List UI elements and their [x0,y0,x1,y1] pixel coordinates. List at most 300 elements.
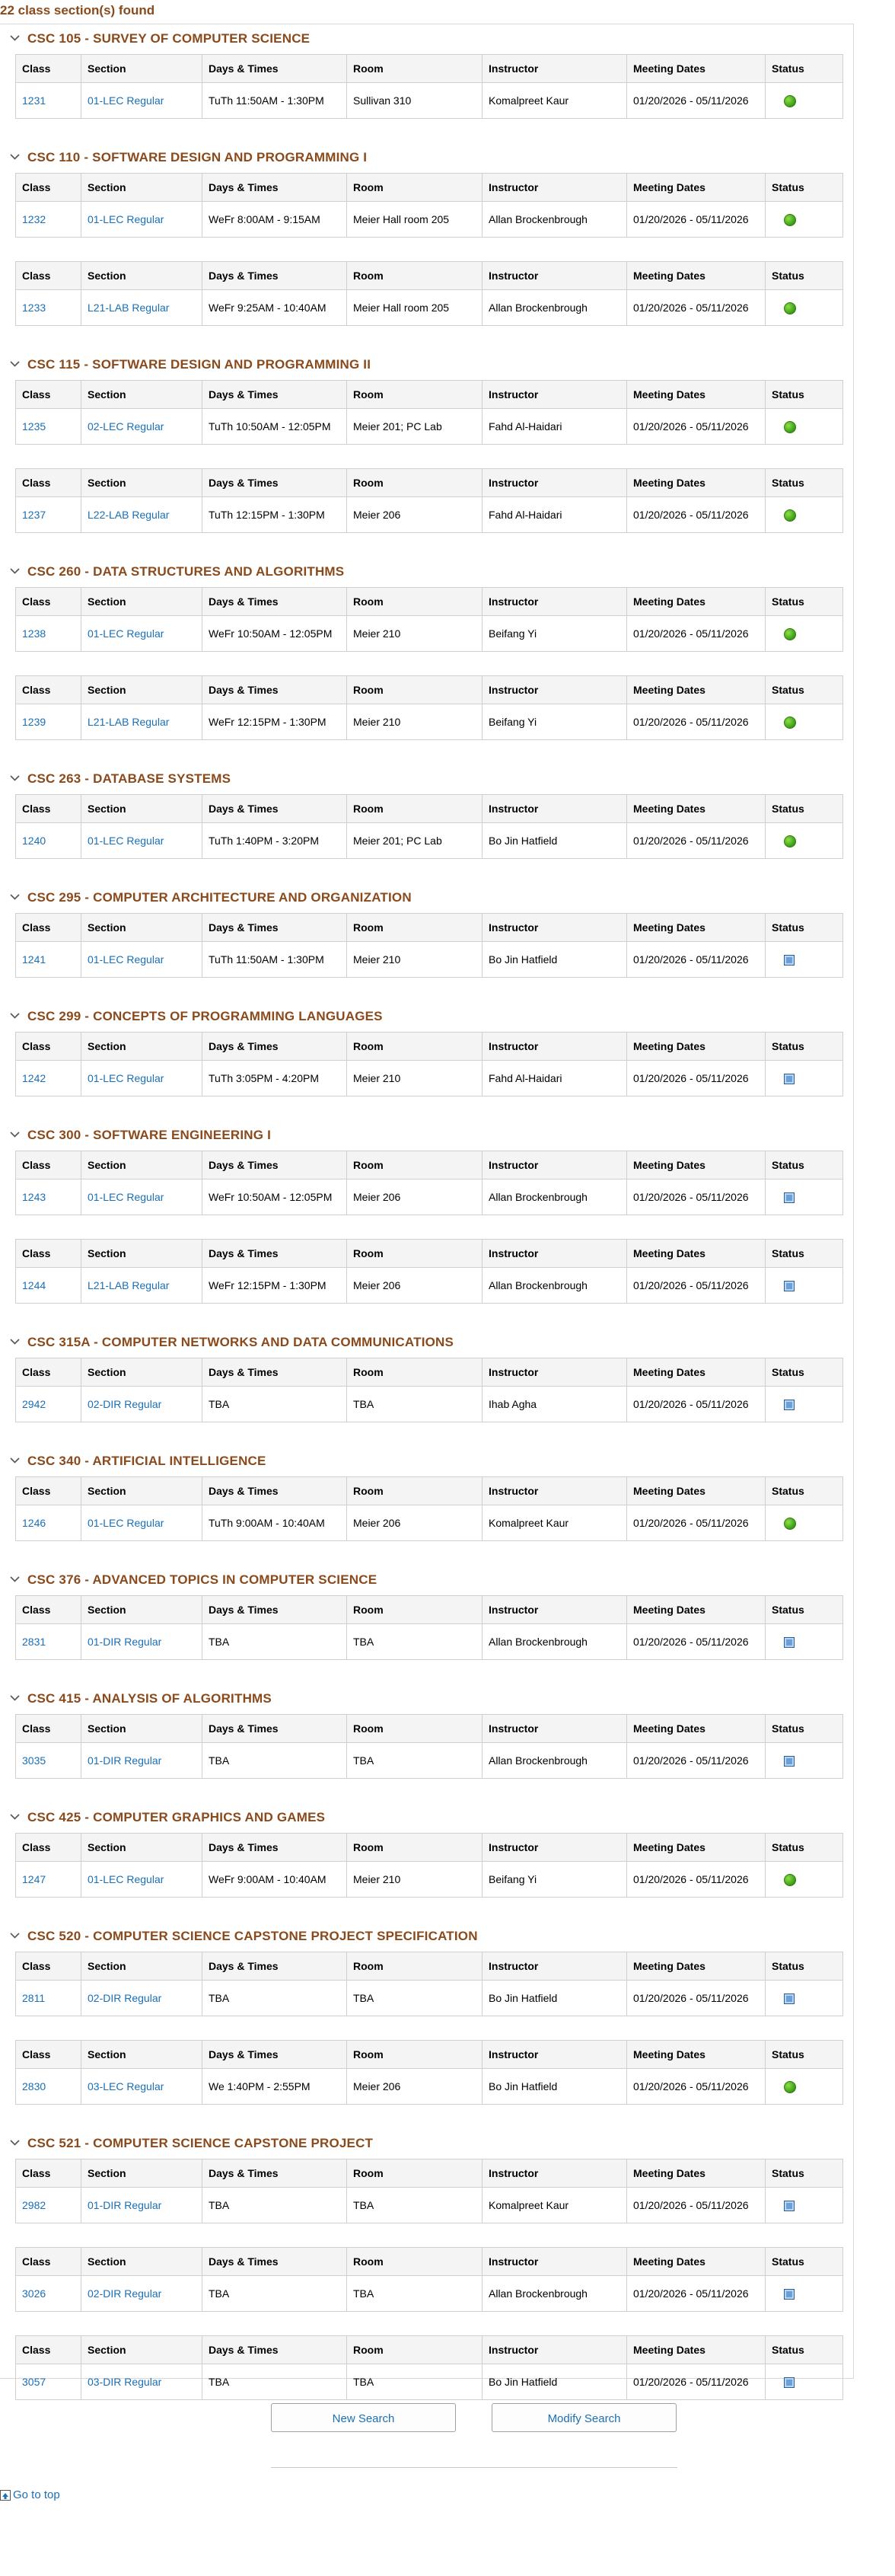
column-header: Status [766,1151,843,1179]
section-link[interactable]: L21-LAB Regular [88,1279,170,1291]
section-link[interactable]: L22-LAB Regular [88,509,170,521]
column-header: Section [81,2041,202,2069]
room-cell: Meier Hall room 205 [347,290,483,326]
column-header: Room [347,1033,483,1061]
column-header: Class [16,2248,81,2276]
column-header: Section [81,795,202,823]
column-header: Section [81,262,202,290]
instructor-cell: Bo Jin Hatfield [483,823,627,859]
column-header: Section [81,1240,202,1268]
course-header[interactable] [0,350,854,380]
status-cell [766,409,843,445]
class-number-cell [16,2188,81,2223]
instructor-cell: Bo Jin Hatfield [483,2364,627,2400]
status-cell [766,2276,843,2312]
instructor-cell: Allan Brockenbrough [483,1624,627,1660]
section-table [15,587,843,652]
meeting-dates-cell: 01/20/2026 - 05/11/2026 [627,1268,766,1304]
column-header: Status [766,2041,843,2069]
column-header: Class [16,1358,81,1387]
table-row [16,2188,843,2223]
column-header: Meeting Dates [627,262,766,290]
instructor-cell: Allan Brockenbrough [483,1179,627,1215]
status-waitlist-icon [784,1756,795,1767]
class-number-link[interactable]: 2942 [22,1398,46,1410]
instructor-cell: Fahd Al-Haidari [483,409,627,445]
room-cell: TBA [347,2188,483,2223]
class-number-link[interactable]: 1232 [22,213,46,225]
section-link[interactable]: 01-LEC Regular [88,213,164,225]
section-table [15,468,843,533]
table-row [16,497,843,533]
column-header: Room [347,2159,483,2188]
class-number-link[interactable]: 2982 [22,2199,46,2211]
course-header[interactable] [0,764,854,794]
class-number-link[interactable]: 1242 [22,1072,46,1084]
column-header: Status [766,795,843,823]
section-table [15,913,843,978]
section-table [15,1833,843,1898]
section-block [0,1714,854,1779]
status-open-icon [784,717,796,729]
section-link[interactable]: L21-LAB Regular [88,716,170,728]
class-number-cell [16,290,81,326]
column-header: Instructor [483,2248,627,2276]
chevron-down-icon[interactable] [9,891,21,902]
section-link[interactable]: 01-DIR Regular [88,1636,162,1648]
chevron-down-icon[interactable] [9,358,21,369]
chevron-down-icon[interactable] [9,2137,21,2148]
class-number-link[interactable]: 1237 [22,509,46,521]
column-header: Room [347,914,483,942]
course-header[interactable] [0,1921,854,1952]
column-header: Section [81,1715,202,1743]
column-header: Room [347,1952,483,1981]
column-header: Section [81,1596,202,1624]
table-header-row [16,2159,843,2188]
section-table [15,794,843,859]
class-number-link[interactable]: 1247 [22,1873,46,1885]
column-header: Section [81,914,202,942]
table-row [16,2276,843,2312]
section-table [15,380,843,445]
course-title: CSC 263 - DATABASE SYSTEMS [27,771,231,786]
table-row [16,202,843,238]
meeting-dates-cell: 01/20/2026 - 05/11/2026 [627,202,766,238]
course-header[interactable] [0,1446,854,1476]
column-header: Meeting Dates [627,469,766,497]
chevron-down-icon[interactable] [9,1010,21,1021]
days-times-cell: TuTh 12:15PM - 1:30PM [202,497,347,533]
meeting-dates-cell: 01/20/2026 - 05/11/2026 [627,1505,766,1541]
status-cell [766,2188,843,2223]
status-waitlist-icon [784,1074,795,1084]
column-header: Section [81,55,202,83]
class-number-link[interactable]: 3035 [22,1754,46,1767]
class-number-link[interactable]: 1246 [22,1517,46,1529]
status-open-icon [784,421,796,433]
column-header: Days & Times [202,381,347,409]
column-header: Meeting Dates [627,676,766,704]
section-table [15,2247,843,2312]
table-row [16,1981,843,2016]
instructor-cell: Komalpreet Kaur [483,2188,627,2223]
days-times-cell: TuTh 11:50AM - 1:30PM [202,942,347,978]
section-link[interactable]: 01-DIR Regular [88,2199,162,2211]
column-header: Status [766,174,843,202]
instructor-cell: Fahd Al-Haidari [483,1061,627,1096]
section-table [15,1239,843,1304]
section-block [0,261,854,326]
status-open-icon [784,835,796,847]
status-cell [766,616,843,652]
column-header: Meeting Dates [627,588,766,616]
course-title: CSC 521 - COMPUTER SCIENCE CAPSTONE PROJECT [27,2136,374,2150]
modify-search-button[interactable]: Modify Search [492,2403,677,2432]
chevron-down-icon[interactable] [9,1930,21,1941]
course-header[interactable] [0,1802,854,1833]
days-times-cell: WeFr 10:50AM - 12:05PM [202,616,347,652]
column-header: Room [347,676,483,704]
table-header-row [16,1033,843,1061]
section-table [15,1595,843,1660]
class-number-cell [16,1061,81,1096]
class-number-cell [16,823,81,859]
column-header: Instructor [483,1596,627,1624]
days-times-cell: TuTh 9:00AM - 10:40AM [202,1505,347,1541]
column-header: Class [16,1834,81,1862]
room-cell: Sullivan 310 [347,83,483,119]
status-waitlist-icon [784,1192,795,1203]
meeting-dates-cell: 01/20/2026 - 05/11/2026 [627,1179,766,1215]
section-link[interactable]: 01-LEC Regular [88,1072,164,1084]
column-header: Instructor [483,588,627,616]
status-waitlist-icon [784,1993,795,2004]
column-header: Room [347,795,483,823]
course-header[interactable] [0,24,854,54]
section-link[interactable]: 01-LEC Regular [88,627,164,640]
class-number-link[interactable]: 1244 [22,1279,46,1291]
section-link[interactable]: 03-LEC Regular [88,2080,164,2092]
table-row [16,290,843,326]
room-cell: TBA [347,1624,483,1660]
column-header: Status [766,2159,843,2188]
chevron-down-icon[interactable] [9,1454,21,1466]
table-header-row [16,1596,843,1624]
course-header[interactable] [0,1327,854,1358]
column-header: Meeting Dates [627,174,766,202]
class-number-cell [16,1268,81,1304]
room-cell: Meier 210 [347,1061,483,1096]
instructor-cell: Beifang Yi [483,704,627,740]
course-title: CSC 425 - COMPUTER GRAPHICS AND GAMES [27,1810,326,1824]
divider [271,2467,677,2468]
section-cell [81,2069,202,2105]
section-link[interactable]: 03-DIR Regular [88,2376,162,2388]
room-cell: TBA [347,1743,483,1779]
go-to-top-link[interactable] [0,2488,60,2501]
column-header: Days & Times [202,2159,347,2188]
chevron-down-icon[interactable] [9,1811,21,1822]
room-cell: TBA [347,2276,483,2312]
days-times-cell: TuTh 11:50AM - 1:30PM [202,83,347,119]
status-cell [766,942,843,978]
room-cell: TBA [347,1387,483,1422]
section-link[interactable]: 01-LEC Regular [88,1517,164,1529]
table-row [16,1179,843,1215]
class-number-link[interactable]: 2831 [22,1636,46,1648]
column-header: Status [766,262,843,290]
class-number-link[interactable]: 1243 [22,1191,46,1203]
class-number-link[interactable]: 2830 [22,2080,46,2092]
section-link[interactable]: 01-LEC Regular [88,835,164,847]
section-cell [81,202,202,238]
days-times-cell: WeFr 9:25AM - 10:40AM [202,290,347,326]
column-header: Instructor [483,2336,627,2364]
class-number-cell [16,1505,81,1541]
column-header: Room [347,381,483,409]
status-waitlist-icon [784,1400,795,1410]
chevron-down-icon[interactable] [9,1336,21,1347]
column-header: Days & Times [202,174,347,202]
chevron-down-icon[interactable] [9,32,21,43]
course-header[interactable] [0,883,854,913]
results-count: 22 class section(s) found [0,3,155,18]
column-header: Meeting Dates [627,1596,766,1624]
column-header: Instructor [483,795,627,823]
instructor-cell: Komalpreet Kaur [483,83,627,119]
section-block [0,2247,854,2312]
section-link[interactable]: 02-DIR Regular [88,1398,162,1410]
column-header: Instructor [483,55,627,83]
column-header: Section [81,1033,202,1061]
column-header: Instructor [483,1151,627,1179]
column-header: Instructor [483,469,627,497]
chevron-down-icon[interactable] [9,151,21,162]
status-open-icon [784,509,796,522]
column-header: Class [16,174,81,202]
room-cell: TBA [347,2364,483,2400]
chevron-down-icon[interactable] [9,1692,21,1703]
course-header[interactable] [0,1120,854,1151]
table-header-row [16,676,843,704]
column-header: Class [16,588,81,616]
column-header: Room [347,174,483,202]
room-cell: Meier Hall room 205 [347,202,483,238]
section-block [0,468,854,533]
days-times-cell: WeFr 8:00AM - 9:15AM [202,202,347,238]
course-header[interactable] [0,1001,854,1032]
class-number-link[interactable]: 3057 [22,2376,46,2388]
class-number-cell [16,202,81,238]
column-header: Days & Times [202,1715,347,1743]
course-title: CSC 110 - SOFTWARE DESIGN AND PROGRAMMING I [27,150,368,164]
section-cell [81,83,202,119]
column-header: Meeting Dates [627,1715,766,1743]
table-header-row [16,914,843,942]
section-link[interactable]: 02-DIR Regular [88,2287,162,2300]
chevron-down-icon[interactable] [9,565,21,576]
status-waitlist-icon [784,1281,795,1291]
status-open-icon [784,302,796,314]
table-header-row [16,1477,843,1505]
instructor-cell: Fahd Al-Haidari [483,497,627,533]
class-number-cell [16,1179,81,1215]
column-header: Room [347,1596,483,1624]
column-header: Status [766,1952,843,1981]
section-link[interactable]: 01-LEC Regular [88,1873,164,1885]
column-header: Meeting Dates [627,1952,766,1981]
status-cell [766,1179,843,1215]
chevron-down-icon[interactable] [9,772,21,784]
column-header: Room [347,1240,483,1268]
column-header: Meeting Dates [627,55,766,83]
section-cell [81,704,202,740]
section-block [0,1358,854,1422]
table-header-row [16,174,843,202]
table-row [16,1743,843,1779]
class-number-link[interactable]: 1241 [22,953,46,966]
section-link[interactable]: 01-LEC Regular [88,1191,164,1203]
table-header-row [16,1952,843,1981]
days-times-cell: We 1:40PM - 2:55PM [202,2069,347,2105]
status-cell [766,290,843,326]
course-header[interactable] [0,2128,854,2159]
status-waitlist-icon [784,2377,795,2388]
course-header[interactable] [0,142,854,173]
instructor-cell: Allan Brockenbrough [483,202,627,238]
column-header: Instructor [483,2159,627,2188]
status-cell [766,202,843,238]
column-header: Instructor [483,1715,627,1743]
class-number-cell [16,942,81,978]
section-block [0,1151,854,1215]
column-header: Section [81,1834,202,1862]
column-header: Instructor [483,1358,627,1387]
course-header[interactable] [0,1565,854,1595]
column-header: Class [16,1952,81,1981]
section-link[interactable]: 02-LEC Regular [88,420,164,433]
column-header: Status [766,469,843,497]
table-header-row [16,1358,843,1387]
class-number-cell [16,704,81,740]
room-cell: Meier 210 [347,704,483,740]
column-header: Meeting Dates [627,1477,766,1505]
instructor-cell: Allan Brockenbrough [483,2276,627,2312]
section-cell [81,616,202,652]
class-number-link[interactable]: 1238 [22,627,46,640]
course-title: CSC 260 - DATA STRUCTURES AND ALGORITHMS [27,564,345,579]
column-header: Class [16,1151,81,1179]
column-header: Days & Times [202,55,347,83]
room-cell: Meier 210 [347,942,483,978]
class-number-link[interactable]: 3026 [22,2287,46,2300]
class-number-link[interactable]: 1231 [22,94,46,107]
section-table [15,1032,843,1096]
class-number-link[interactable]: 1240 [22,835,46,847]
meeting-dates-cell: 01/20/2026 - 05/11/2026 [627,1862,766,1898]
meeting-dates-cell: 01/20/2026 - 05/11/2026 [627,823,766,859]
meeting-dates-cell: 01/20/2026 - 05/11/2026 [627,1981,766,2016]
table-header-row [16,2041,843,2069]
column-header: Section [81,1952,202,1981]
status-cell [766,2069,843,2105]
meeting-dates-cell: 01/20/2026 - 05/11/2026 [627,704,766,740]
section-block [0,173,854,238]
course-header[interactable] [0,1684,854,1714]
status-cell [766,1268,843,1304]
new-search-button[interactable]: New Search [271,2403,456,2432]
column-header: Room [347,55,483,83]
chevron-down-icon[interactable] [9,1573,21,1585]
class-number-cell [16,409,81,445]
chevron-down-icon[interactable] [9,1128,21,1140]
column-header: Days & Times [202,1033,347,1061]
section-table [15,2335,843,2400]
section-table [15,173,843,238]
status-waitlist-icon [784,955,795,966]
column-header: Days & Times [202,1151,347,1179]
table-header-row [16,1151,843,1179]
meeting-dates-cell: 01/20/2026 - 05/11/2026 [627,290,766,326]
section-block [0,913,854,978]
table-header-row [16,2248,843,2276]
column-header: Status [766,1358,843,1387]
column-header: Days & Times [202,1240,347,1268]
section-block [0,675,854,740]
section-table [15,1358,843,1422]
status-cell [766,83,843,119]
class-number-link[interactable]: 2811 [22,1992,46,2004]
table-row [16,704,843,740]
section-link[interactable]: 01-LEC Regular [88,953,164,966]
status-open-icon [784,1874,796,1886]
table-row [16,1624,843,1660]
class-number-link[interactable]: 1235 [22,420,46,433]
meeting-dates-cell: 01/20/2026 - 05/11/2026 [627,616,766,652]
section-table [15,1952,843,2016]
table-header-row [16,1715,843,1743]
column-header: Class [16,1477,81,1505]
section-cell [81,1981,202,2016]
section-block [0,2335,854,2400]
status-cell [766,1862,843,1898]
class-number-link[interactable]: 1239 [22,716,46,728]
column-header: Class [16,795,81,823]
table-header-row [16,55,843,83]
column-header: Meeting Dates [627,795,766,823]
column-header: Meeting Dates [627,2336,766,2364]
course-header[interactable] [0,557,854,587]
column-header: Status [766,1834,843,1862]
column-header: Days & Times [202,676,347,704]
column-header: Section [81,469,202,497]
column-header: Meeting Dates [627,2248,766,2276]
class-number-link[interactable]: 1233 [22,302,46,314]
section-cell [81,2364,202,2400]
section-link[interactable]: 01-DIR Regular [88,1754,162,1767]
column-header: Days & Times [202,1596,347,1624]
section-link[interactable]: 01-LEC Regular [88,94,164,107]
section-link[interactable]: L21-LAB Regular [88,302,170,314]
instructor-cell: Komalpreet Kaur [483,1505,627,1541]
meeting-dates-cell: 01/20/2026 - 05/11/2026 [627,1743,766,1779]
section-link[interactable]: 02-DIR Regular [88,1992,162,2004]
room-cell: Meier 206 [347,1179,483,1215]
course-title: CSC 376 - ADVANCED TOPICS IN COMPUTER SCIENCE [27,1572,377,1587]
table-header-row [16,1834,843,1862]
class-number-cell [16,1862,81,1898]
